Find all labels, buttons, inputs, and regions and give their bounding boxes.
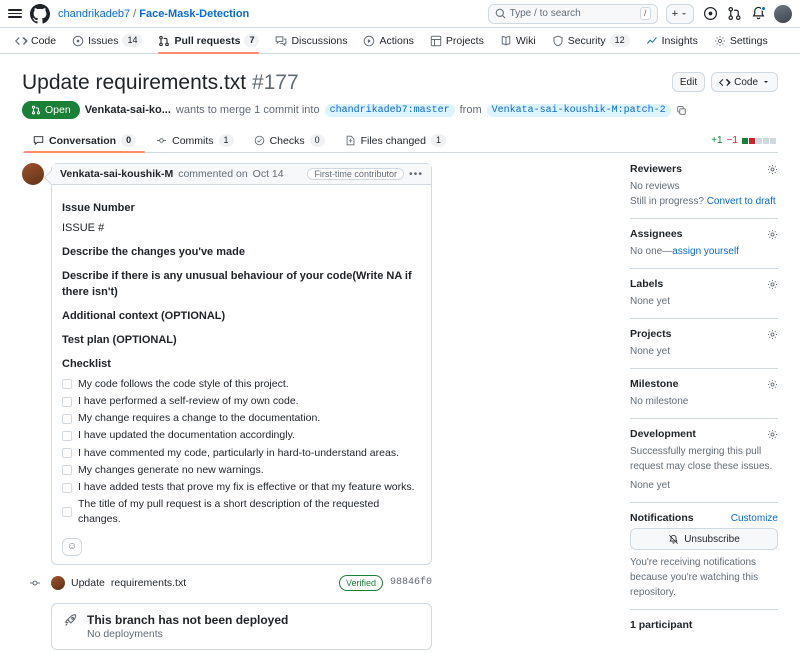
list-item-label: My changes generate no new warnings. [78,463,264,476]
commit-message-file[interactable]: requirements.txt [110,576,187,589]
deployment-title: This branch has not been deployed [87,612,289,627]
comment-header [52,164,431,185]
tab-count: 1 [219,134,234,147]
deployment-subtitle: No deployments [87,627,163,640]
page-title [22,70,299,95]
pr-author[interactable]: Venkata-sai-ko... [84,104,171,117]
pr-sidebar [630,163,778,653]
base-branch[interactable]: chandrikadeb7:master [325,104,455,117]
pr-title-row [22,66,778,101]
commit-sha[interactable]: 98846f0 [389,577,432,589]
gear-icon[interactable] [767,379,778,390]
sidebar-section-text: None yet [630,346,671,358]
nav-item-label: Issues [88,34,119,47]
list-item-label: I have updated the documentation accordingly. [78,429,295,442]
diffstat-deletions: −1 [726,135,738,147]
global-header [0,0,800,28]
comment-heading: Describe if there is any unusual behaviour of your code(Write NA if there isn't) [62,270,412,298]
nav-item-count: 14 [122,34,142,47]
commit-message-prefix: Update [71,576,105,589]
deployment-card [51,603,432,650]
git-pull-request-icon[interactable] [726,4,742,24]
sidebar-section-text: No reviews [630,181,680,193]
checkbox[interactable] [62,397,72,407]
diffstat-bar [742,138,776,144]
nav-item-count: 12 [610,34,630,47]
nav-item-security[interactable] [545,29,637,53]
issue-opened-icon[interactable] [702,4,718,24]
tab-count: 1 [431,134,446,147]
hamburger-icon[interactable] [8,9,22,18]
head-branch[interactable]: Venkata-sai-koushik-M:patch-2 [487,104,671,117]
rocket-icon [63,613,78,628]
list-item[interactable] [62,411,421,426]
diffstat-additions: +1 [711,135,723,147]
search-input[interactable] [488,4,658,24]
diffstat [711,135,778,146]
gear-icon[interactable] [767,279,778,290]
comment-content [52,185,431,535]
nav-item-label: Wiki [515,34,536,47]
sidebar-section-header [630,278,778,290]
list-item[interactable] [62,394,421,409]
repo-nav [0,28,800,54]
nav-item-label: Settings [729,34,768,47]
status-badge-label: Open [45,104,71,117]
tab-count: 0 [310,134,325,147]
nav-item-settings[interactable] [707,29,775,53]
status-badge [22,101,80,119]
commit-icon [26,577,44,589]
copy-icon[interactable] [676,105,687,116]
checkbox[interactable] [62,379,72,389]
comment-paragraph: ISSUE # [62,222,105,235]
sidebar-section-text: Successfully merging this pull request may close these issues. [630,446,773,473]
pr-from-word: from [459,104,482,117]
emoji-reaction-icon[interactable]: ☺ [62,538,82,556]
sidebar-section-participants [630,619,778,644]
sidebar-section-title: Milestone [630,378,679,391]
sidebar-section-title: Labels [630,278,664,291]
no-one-text: No one— [630,246,673,258]
sidebar-section-assignees [630,228,778,269]
tab-commits[interactable] [147,129,242,152]
sidebar-section-title: Development [630,428,696,441]
nav-item-count: 7 [244,34,259,47]
list-item-label: The title of my pull request is a short description of the requested changes. [78,498,380,526]
tab-label: Commits [172,134,214,147]
sidebar-section-notifications [630,512,778,610]
nav-item-label: Projects [445,34,484,47]
pr-number: #177 [251,71,299,94]
nav-item-code[interactable] [8,29,63,53]
convert-to-draft-link[interactable]: Convert to draft [706,196,776,208]
tab-checks[interactable] [245,129,334,152]
nav-item-label: Insights [661,34,698,47]
participants-count: 1 participant [630,619,693,632]
breadcrumb-owner[interactable]: chandrikadeb7 [58,7,131,20]
nav-item-projects[interactable] [423,29,491,53]
breadcrumb-separator: / [133,7,137,20]
nav-item-insights[interactable] [639,29,705,53]
comment-heading: Describe the changes you've made [62,246,245,259]
checkbox[interactable] [62,465,72,475]
verified-badge: Verified [339,575,383,591]
nav-item-wiki[interactable] [493,29,543,53]
code-button-label: Code [734,76,758,88]
sidebar-section-text [630,244,778,259]
sidebar-section-projects [630,328,778,369]
tab-files-changed[interactable] [336,129,455,152]
checkbox[interactable] [62,431,72,441]
pr-meta [22,101,778,119]
notifications-description: You're receiving notifications because you're watching this repository. [630,557,759,599]
comment-verb: commented on [178,168,248,181]
commit-timeline-row [22,575,432,591]
checkbox[interactable] [62,414,72,424]
search-placeholder: Type / to search [509,8,581,19]
sidebar-section-text-secondary [630,194,778,209]
reaction-row [52,536,431,564]
github-logo-icon[interactable] [30,4,50,24]
notification-indicator [761,6,766,11]
tab-label: Files changed [360,134,426,147]
nav-item-label: Actions [379,34,414,47]
list-item-label: My code follows the code style of this project. [78,377,289,390]
sidebar-section-title: Reviewers [630,163,682,176]
participants-header [630,619,778,631]
sidebar-section-milestone [630,378,778,419]
pr-page [0,54,800,653]
comment-date: Oct 14 [252,168,284,181]
nav-item-label: Pull requests [174,34,241,47]
pr-title-text: Update requirements.txt [22,71,247,94]
create-new-button[interactable] [666,4,694,24]
pr-main-column [22,163,432,653]
breadcrumb-repo[interactable]: Face-Mask-Detection [139,7,250,20]
sidebar-section-reviewers [630,163,778,219]
breadcrumb [58,8,249,20]
pr-body [22,153,778,653]
list-item[interactable] [62,463,421,478]
pr-action-text: wants to merge 1 commit into [175,104,320,117]
gear-icon[interactable] [767,229,778,240]
unsubscribe-button[interactable] [630,528,778,550]
tab-label: Conversation [49,134,117,147]
pr-title-actions [672,66,778,92]
list-item-label: I have commented my code, particularly in hard-to-understand areas. [78,446,399,459]
list-item[interactable] [62,480,421,495]
nav-item-actions[interactable] [356,29,420,53]
comment-author[interactable]: Venkata-sai-koushik-M [60,168,174,181]
pr-tabs [22,129,778,153]
sidebar-section-text: No milestone [630,396,689,408]
sidebar-section-title: Notifications [630,512,694,525]
comment-card [51,163,432,564]
sidebar-section-text: None yet [630,296,671,308]
tab-conversation[interactable] [24,129,145,152]
comment-heading: Additional context (OPTIONAL) [62,309,226,322]
comment-heading: Test plan (OPTIONAL) [62,333,177,346]
comment-heading: Checklist [62,357,111,370]
checkbox[interactable] [62,483,72,493]
sidebar-section-header [630,328,778,340]
bell-icon[interactable] [750,4,766,24]
list-item-label: My change requires a change to the documentation. [78,412,321,425]
contributor-badge: First-time contributor [307,168,404,180]
sidebar-section-labels [630,278,778,319]
edit-button-label: Edit [679,76,698,88]
draft-hint-text: Still in progress? [630,196,707,208]
nav-item-issues[interactable] [65,29,149,53]
sidebar-section-development [630,428,778,503]
assign-yourself-link[interactable]: assign yourself [672,246,739,258]
sidebar-section-title: Projects [630,328,672,341]
tab-label: Checks [269,134,305,147]
sidebar-section-header [630,512,778,524]
nav-item-discussions[interactable] [268,29,354,53]
plus-icon: + [671,7,678,20]
list-item[interactable] [62,446,421,461]
avatar[interactable] [774,5,792,23]
sidebar-section-header [630,228,778,240]
sidebar-section-header [630,378,778,390]
avatar[interactable] [51,576,65,590]
sidebar-section-title: Assignees [630,228,683,241]
list-item[interactable] [62,377,421,392]
comment-heading: Issue Number [62,202,135,215]
gear-icon[interactable] [767,429,778,440]
list-item[interactable] [62,428,421,443]
nav-item-label: Security [567,34,606,47]
list-item-label: I have performed a self-review of my own code. [78,394,299,407]
checklist [62,377,421,528]
list-item-label: I have added tests that prove my fix is effective or that my feature works. [78,481,415,493]
commit-line [51,575,432,591]
bell-slash-icon [668,534,679,545]
edit-button[interactable] [672,72,705,92]
sidebar-section-header [630,428,778,440]
tab-count: 0 [121,134,136,147]
unsubscribe-label: Unsubscribe [684,533,740,545]
nav-item-label: Discussions [291,34,348,47]
sidebar-section-text-secondary: None yet [630,480,671,492]
gear-icon[interactable] [767,164,778,175]
nav-item-label: Code [31,34,57,47]
avatar[interactable] [22,163,44,185]
code-button[interactable] [711,72,778,92]
gear-icon[interactable] [767,329,778,340]
checkbox[interactable] [62,448,72,458]
customize-link[interactable]: Customize [730,512,778,524]
comment-block [22,163,432,564]
nav-item-pull-requests[interactable] [151,29,266,53]
search-slash-key: / [640,7,651,20]
sidebar-section-header [630,163,778,175]
kebab-horizontal-icon[interactable]: ••• [408,168,423,181]
list-item[interactable] [62,497,421,527]
checkbox[interactable] [62,507,72,517]
